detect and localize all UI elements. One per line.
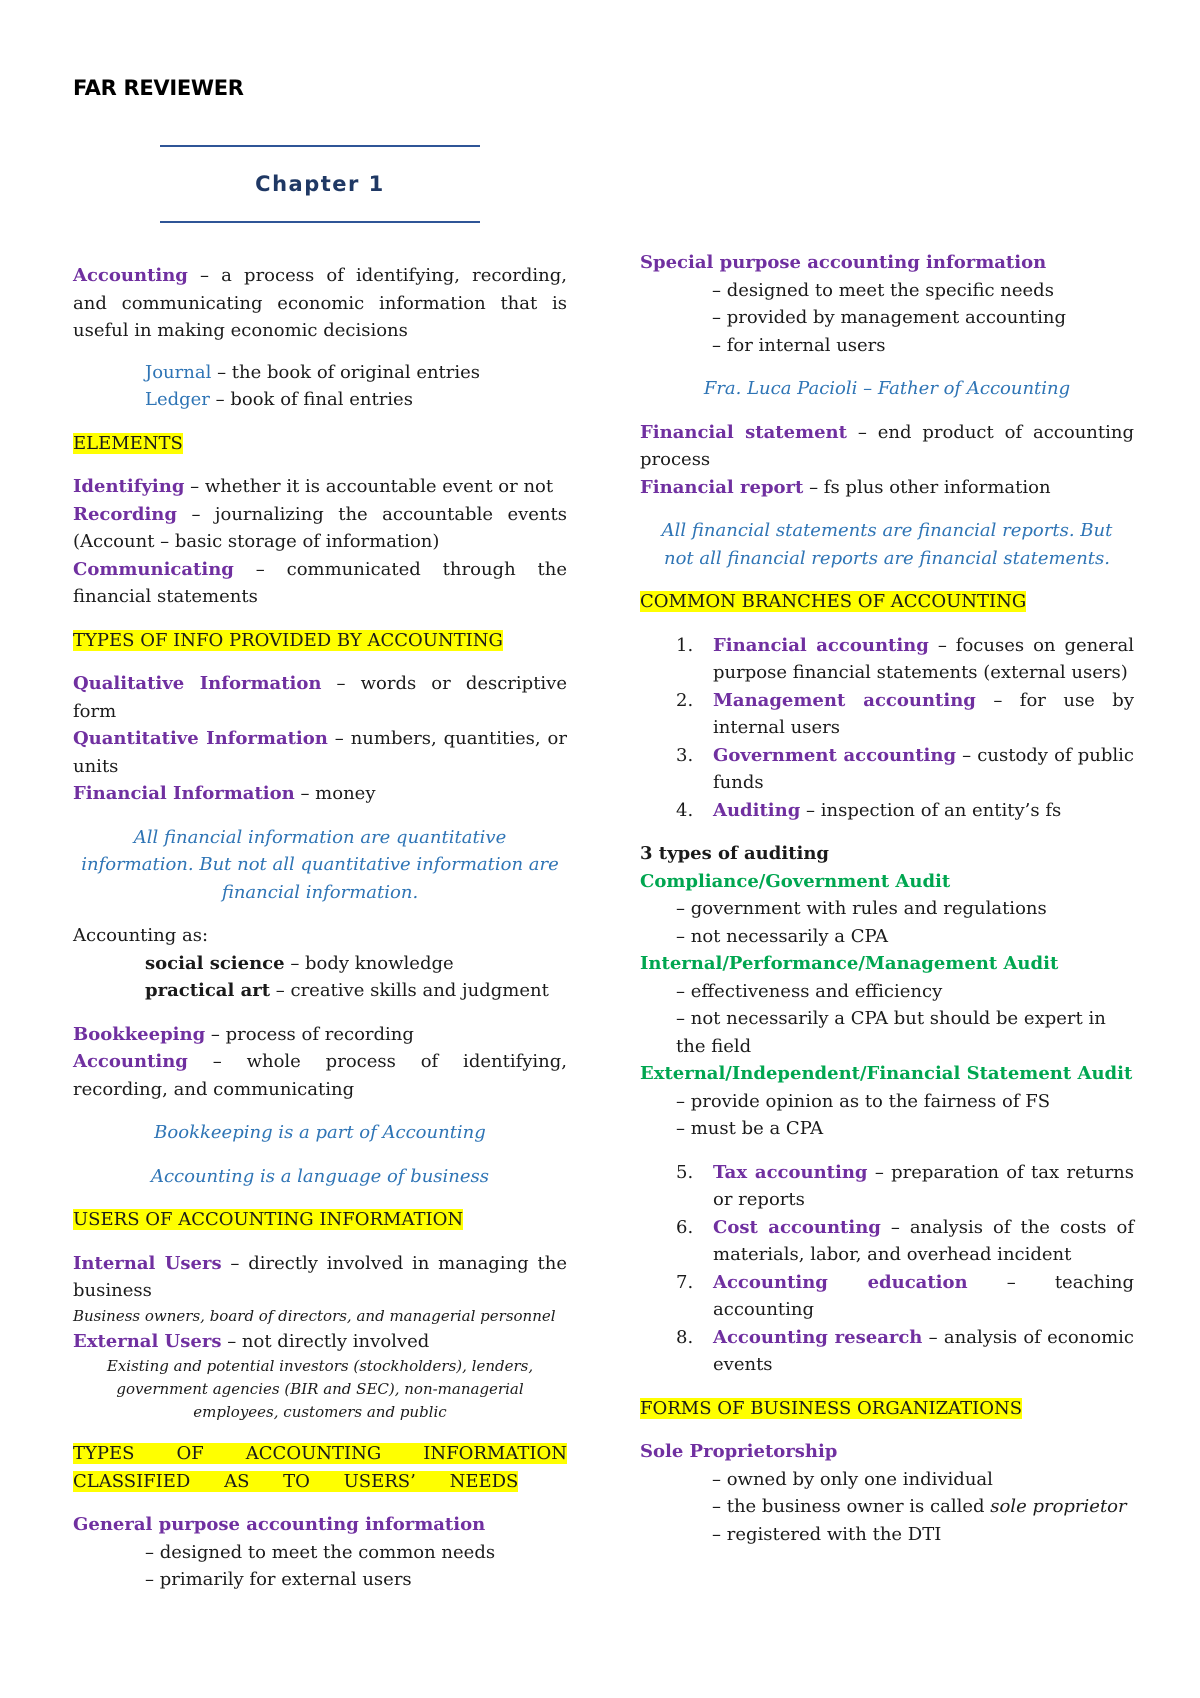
branch-item: 7. Accounting education – teaching accounting (676, 1271, 1134, 1320)
branch-item: 5. Tax accounting – preparation of tax returns or reports (676, 1161, 1135, 1210)
chapter-heading: Chapter 1 (255, 172, 385, 196)
element-communicating: Communicating – communicated through the financial statements (73, 558, 567, 607)
external-users: External Users – not directly involved (73, 1330, 430, 1352)
branch-item: 6. Cost accounting – analysis of the costs of materials, labor, and overhead incident (676, 1216, 1134, 1265)
audit-line: – provide opinion as to the fairness of FS (676, 1090, 1051, 1112)
forms-heading: FORMS OF BUSINESS ORGANIZATIONS (640, 1397, 1023, 1419)
bookkeeping-definition: Bookkeeping – process of recording (73, 1023, 414, 1045)
branch-item: 2. Management accounting – for use by internal users (676, 689, 1134, 738)
users-heading: USERS OF ACCOUNTING INFORMATION (73, 1209, 464, 1230)
practical-art: practical art – creative skills and judgment (145, 980, 549, 1001)
right-column (640, 249, 1134, 1548)
social-science: social science – body knowledge (145, 952, 454, 974)
special-purpose-line: – for internal users (712, 334, 886, 356)
audit-line: – not necessarily a CPA but should be expert in the field (676, 1008, 1106, 1057)
audit-type-heading: Internal/Performance/Management Audit (640, 953, 1059, 974)
sole-prop-line: – owned by only one individual (712, 1468, 993, 1490)
element-identifying: Identifying – whether it is accountable event or not (73, 476, 554, 497)
branches-heading: COMMON BRANCHES OF ACCOUNTING (640, 591, 1027, 612)
types-info-heading: TYPES OF INFO PROVIDED BY ACCOUNTING (73, 629, 503, 651)
audit-types-heading: 3 types of auditing (640, 843, 830, 864)
sole-prop-line: – the business owner is called sole proprietor (712, 1496, 1127, 1517)
chapter-rule-bottom (160, 221, 480, 223)
types-needs-heading: TYPES OF ACCOUNTING INFORMATION CLASSIFIED AS TO USERS’ NEEDS (73, 1443, 567, 1492)
branch-item: 1. Financial accounting – focuses on general purpose financial statements (external users) (676, 634, 1134, 683)
special-purpose-line: – provided by management accounting (712, 307, 1067, 328)
external-users-examples: Existing and potential investors (stockholders), lenders, government agencies (BIR and SEC), non-managerial employees, customers and public (106, 1357, 534, 1421)
internal-users-examples: Business owners, board of directors, and managerial personnel (73, 1306, 556, 1325)
element-recording: Recording – journalizing the accountable events (Account – basic storage of information) (73, 503, 567, 552)
branch-item: 3. Government accounting – custody of public funds (676, 744, 1134, 793)
branches-list-continued (640, 1159, 1134, 1379)
note-reports: All financial statements are financial reports. But not all financial reports are financial statements. (661, 520, 1113, 569)
journal-definition: Journal – the book of original entries (145, 361, 481, 383)
audit-line: – not necessarily a CPA (676, 925, 888, 947)
elements-heading: ELEMENTS (73, 432, 183, 454)
financial-report-definition: Financial report – fs plus other information (640, 476, 1051, 498)
left-column (73, 262, 567, 1594)
audit-line: – effectiveness and efficiency (676, 980, 943, 1002)
chapter-rule-top (160, 145, 480, 147)
financial-statement-definition: Financial statement – end product of accounting process (640, 421, 1134, 470)
branches-list (640, 632, 1134, 825)
sole-prop-heading: Sole Proprietorship (640, 1441, 838, 1462)
audit-line: – government with rules and regulations (676, 898, 1047, 919)
quantitative-info: Quantitative Information – numbers, quantities, or units (73, 728, 568, 777)
audit-type-heading: External/Independent/Financial Statement Audit (640, 1063, 1133, 1084)
branch-item: 8. Accounting research – analysis of economic events (676, 1326, 1134, 1375)
audit-line: – must be a CPA (676, 1118, 824, 1139)
sole-prop-line: – registered with the DTI (712, 1523, 942, 1545)
special-purpose-line: – designed to meet the specific needs (712, 279, 1054, 301)
general-purpose-line: – designed to meet the common needs (145, 1541, 496, 1563)
general-purpose-heading: General purpose accounting information (73, 1514, 486, 1535)
note-language: Accounting is a language of business (150, 1165, 490, 1187)
audit-type-heading: Compliance/Government Audit (640, 870, 951, 892)
note-pacioli: Fra. Luca Pacioli – Father of Accounting (703, 378, 1071, 399)
internal-users: Internal Users – directly involved in managing the business (73, 1252, 567, 1301)
accounting-whole-process: Accounting – whole process of identifying, recording, and communicating (73, 1051, 567, 1100)
ledger-definition: Ledger – book of final entries (145, 389, 413, 410)
document-title: FAR REVIEWER (73, 76, 244, 100)
general-purpose-line: – primarily for external users (145, 1569, 412, 1590)
branch-item: 4. Auditing – inspection of an entity’s fs (676, 799, 1062, 821)
qualitative-info: Qualitative Information – words or descriptive form (73, 673, 568, 722)
note-financial-info: All financial information are quantitative information. But not all quantitative information are financial information. (81, 826, 559, 903)
note-bookkeeping: Bookkeeping is a part of Accounting (154, 1122, 486, 1143)
accounting-definition: Accounting – a process of identifying, recording, and communicating economic information that is useful in making economic decisions (73, 265, 567, 341)
special-purpose-heading: Special purpose accounting information (640, 252, 1047, 273)
accounting-as-label: Accounting as: (73, 925, 209, 946)
financial-info: Financial Information – money (73, 783, 376, 804)
